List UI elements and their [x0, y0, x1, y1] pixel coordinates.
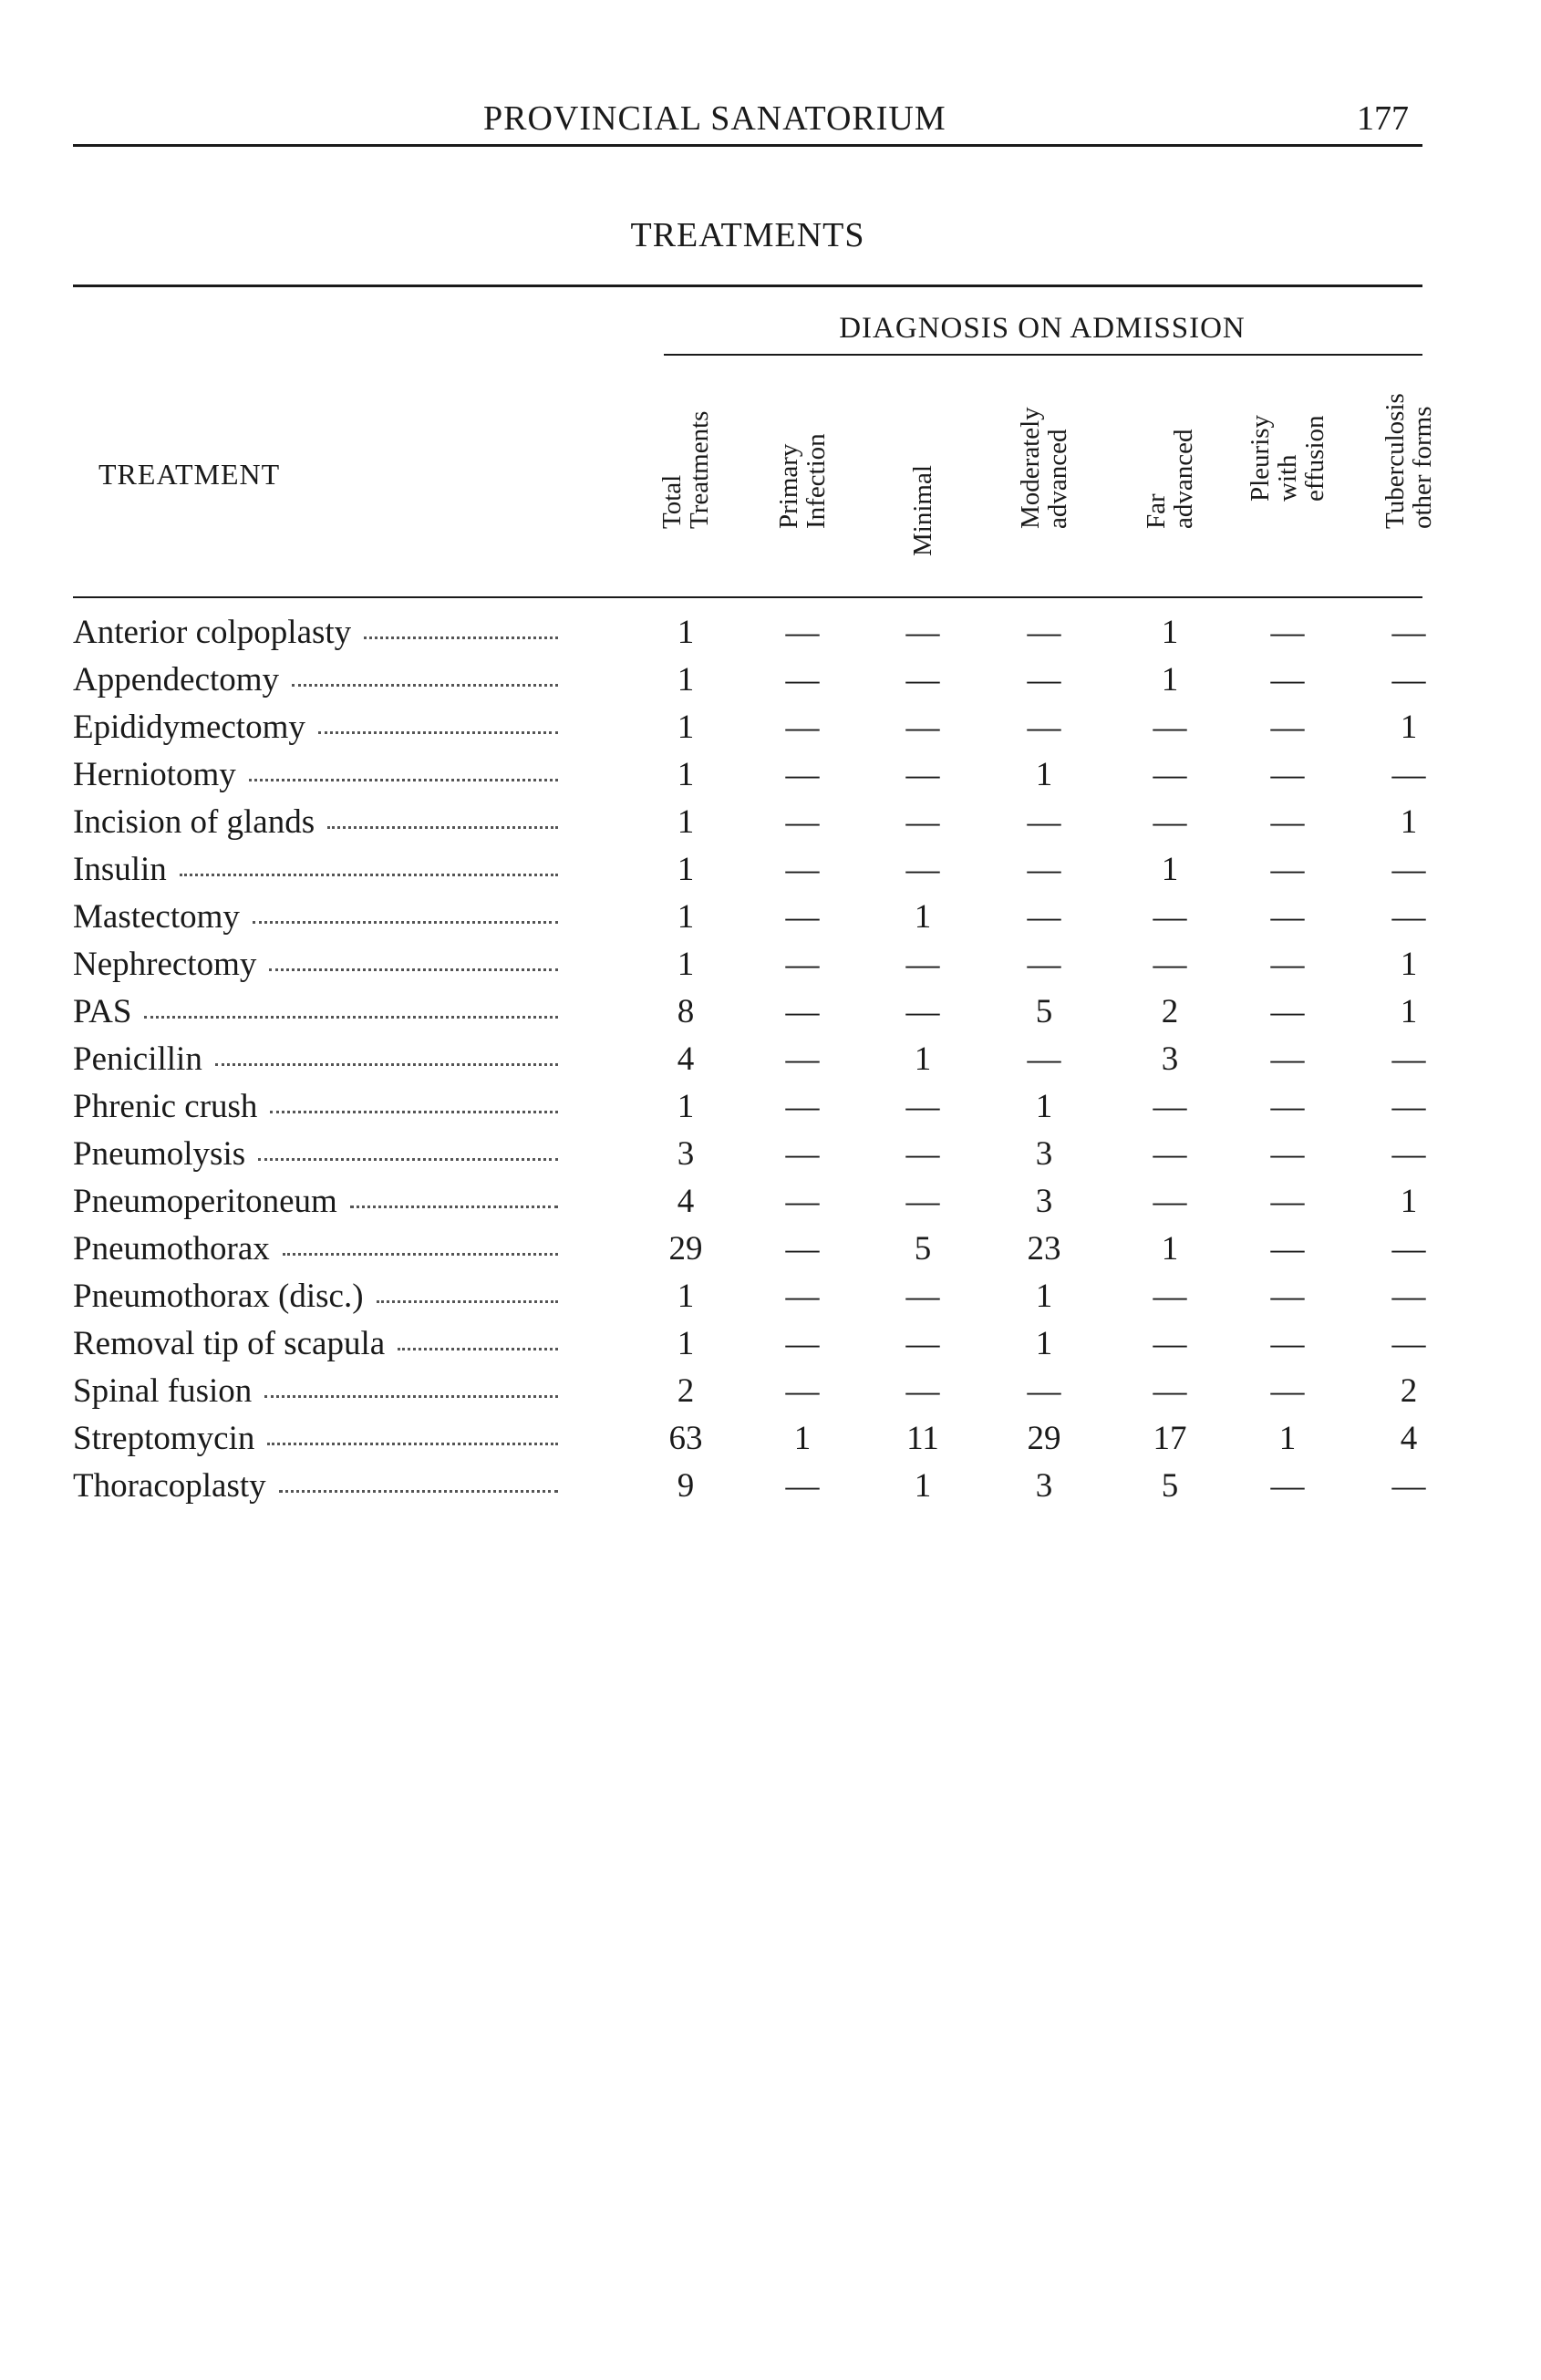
table-cell: —	[1027, 946, 1061, 983]
table-cell: —	[1027, 1372, 1061, 1410]
table-row	[0, 708, 1541, 755]
table-row	[0, 1087, 1541, 1134]
table-cell: —	[1270, 1325, 1305, 1362]
table-cell: —	[785, 1325, 820, 1362]
dot-leader	[283, 1253, 558, 1256]
table-cell: 1	[1035, 1278, 1053, 1315]
table-cell: —	[1153, 898, 1187, 936]
table-cell: 4	[677, 1183, 695, 1220]
table-cell: 1	[914, 898, 932, 936]
table-cell: 5	[1161, 1467, 1179, 1505]
table-row	[0, 1040, 1541, 1087]
table-cell: 1	[1400, 709, 1418, 746]
table-cell: —	[785, 1467, 820, 1505]
column-header-line: advanced	[1043, 429, 1072, 529]
table-cell: 1	[914, 1040, 932, 1078]
table-cell: —	[1027, 614, 1061, 651]
dot-leader	[264, 1395, 558, 1398]
column-header-line: Primary	[774, 443, 803, 529]
header-bottom-rule	[73, 596, 1422, 598]
table-cell: —	[1153, 1183, 1187, 1220]
table-cell: —	[1270, 1135, 1305, 1173]
column-header-text	[775, 433, 830, 529]
treatment-name: Removal tip of scapula	[73, 1325, 386, 1362]
table-cell: 5	[914, 1230, 932, 1268]
table-row	[0, 1466, 1541, 1514]
table-cell: 1	[677, 614, 695, 651]
table-cell: —	[1270, 1088, 1305, 1125]
table-cell: —	[1270, 898, 1305, 936]
table-cell: —	[1391, 1467, 1426, 1505]
table-cell: —	[905, 1135, 940, 1173]
dot-leader	[270, 1111, 558, 1113]
column-header-line: advanced	[1169, 429, 1198, 529]
treatment-name: Spinal fusion	[73, 1372, 253, 1410]
table-row	[0, 1134, 1541, 1182]
table-row	[0, 1419, 1541, 1466]
table-cell: —	[785, 709, 820, 746]
page-number: 177	[1357, 99, 1409, 138]
table-cell: —	[1270, 1467, 1305, 1505]
column-header-line: Minimal	[908, 465, 937, 556]
table-cell: 1	[677, 756, 695, 793]
table-cell: 1	[1161, 661, 1179, 698]
column-header	[1133, 392, 1206, 584]
table-cell: —	[1270, 993, 1305, 1030]
column-header-line: Far	[1142, 493, 1171, 529]
table-cell: 8	[677, 993, 695, 1030]
table-cell: —	[1391, 898, 1426, 936]
table-cell: —	[1270, 1278, 1305, 1315]
table-cell: 3	[1161, 1040, 1179, 1078]
table-cell: —	[1391, 851, 1426, 888]
dot-leader	[249, 779, 558, 781]
table-cell: 1	[1400, 993, 1418, 1030]
treatment-name: Nephrectomy	[73, 946, 257, 983]
diagnosis-header: DIAGNOSIS ON ADMISSION	[839, 312, 1246, 345]
table-row	[0, 1371, 1541, 1419]
table-cell: —	[1153, 1135, 1187, 1173]
table-cell: 23	[1027, 1230, 1061, 1268]
table-cell: 1	[677, 946, 695, 983]
column-header-text	[909, 465, 936, 556]
table-top-rule	[73, 285, 1422, 287]
table-cell: —	[1153, 756, 1187, 793]
dot-leader	[377, 1300, 558, 1303]
table-cell: —	[1270, 1183, 1305, 1220]
table-cell: —	[905, 993, 940, 1030]
table-cell: 29	[1027, 1420, 1061, 1457]
table-cell: —	[1270, 851, 1305, 888]
table-cell: —	[785, 614, 820, 651]
table-cell: —	[1270, 709, 1305, 746]
table-cell: —	[785, 803, 820, 841]
table-cell: 1	[1035, 1088, 1053, 1125]
dot-leader	[180, 874, 558, 876]
table-cell: —	[785, 993, 820, 1030]
dot-leader	[327, 826, 558, 829]
treatment-name: PAS	[73, 993, 132, 1030]
column-header-line: with	[1273, 454, 1302, 502]
table-cell: —	[1270, 756, 1305, 793]
table-row	[0, 1324, 1541, 1371]
running-head-rule	[73, 144, 1422, 147]
table-cell: —	[1391, 1325, 1426, 1362]
table-cell: —	[905, 709, 940, 746]
treatment-name: Anterior colpoplasty	[73, 614, 352, 651]
table-cell: 17	[1153, 1420, 1187, 1457]
table-cell: —	[1270, 661, 1305, 698]
table-cell: —	[905, 756, 940, 793]
table-cell: —	[905, 661, 940, 698]
table-row	[0, 802, 1541, 850]
table-cell: 3	[677, 1135, 695, 1173]
treatment-name: Penicillin	[73, 1040, 202, 1078]
table-cell: —	[785, 756, 820, 793]
table-cell: 1	[677, 1325, 695, 1362]
table-row	[0, 850, 1541, 897]
column-header	[649, 392, 722, 584]
table-cell: —	[1391, 1088, 1426, 1125]
table-cell: 4	[1400, 1420, 1418, 1457]
treatment-name: Mastectomy	[73, 898, 240, 936]
table-cell: —	[1027, 851, 1061, 888]
table-cell: —	[785, 851, 820, 888]
column-header-line: Total	[657, 474, 687, 529]
table-cell: 1	[677, 851, 695, 888]
running-head-title: PROVINCIAL SANATORIUM	[483, 99, 946, 138]
table-cell: —	[1027, 661, 1061, 698]
table-cell: 1	[677, 1278, 695, 1315]
table-row	[0, 945, 1541, 992]
table-cell: —	[1391, 1135, 1426, 1173]
table-cell: 1	[793, 1420, 812, 1457]
table-cell: —	[1391, 1230, 1426, 1268]
column-header-text	[1017, 407, 1071, 529]
table-cell: —	[785, 1230, 820, 1268]
table-row	[0, 992, 1541, 1040]
table-cell: 2	[1400, 1372, 1418, 1410]
column-header-text	[1246, 415, 1329, 502]
table-cell: 1	[1035, 756, 1053, 793]
table-cell: —	[1153, 1278, 1187, 1315]
table-cell: 1	[1035, 1325, 1053, 1362]
dot-leader	[398, 1348, 558, 1350]
table-cell: —	[905, 1183, 940, 1220]
table-cell: —	[905, 851, 940, 888]
dot-leader	[258, 1158, 558, 1161]
table-cell: —	[1153, 803, 1187, 841]
table-row	[0, 897, 1541, 945]
table-cell: —	[785, 1278, 820, 1315]
column-header-line: Pleurisy	[1246, 414, 1275, 502]
table-cell: —	[1391, 756, 1426, 793]
table-cell: —	[1270, 1230, 1305, 1268]
table-cell: —	[785, 946, 820, 983]
table-cell: —	[1391, 1278, 1426, 1315]
table-cell: 3	[1035, 1183, 1053, 1220]
treatment-name: Herniotomy	[73, 756, 236, 793]
table-cell: —	[1027, 803, 1061, 841]
table-cell: —	[1153, 946, 1187, 983]
running-head	[0, 98, 1541, 144]
diagnosis-header-rule	[664, 354, 1422, 356]
table-row	[0, 1277, 1541, 1324]
table-cell: 3	[1035, 1135, 1053, 1173]
dot-leader	[350, 1206, 558, 1208]
dot-leader	[267, 1443, 558, 1445]
table-cell: —	[905, 1325, 940, 1362]
table-row	[0, 1229, 1541, 1277]
table-cell: 1	[677, 803, 695, 841]
column-header-line: Treatments	[685, 410, 714, 529]
table-row	[0, 1182, 1541, 1229]
treatment-name: Epididymectomy	[73, 709, 305, 746]
treatment-name: Pneumoperitoneum	[73, 1183, 337, 1220]
table-cell: —	[785, 1040, 820, 1078]
treatment-name: Thoracoplasty	[73, 1467, 266, 1505]
table-cell: —	[1391, 614, 1426, 651]
table-cell: —	[905, 946, 940, 983]
table-cell: 1	[1161, 851, 1179, 888]
table-cell: 1	[677, 1088, 695, 1125]
dot-leader	[253, 921, 558, 924]
table-cell: 2	[677, 1372, 695, 1410]
table-cell: 1	[1400, 803, 1418, 841]
dot-leader	[292, 684, 558, 687]
column-header-line: Tuberculosis	[1381, 393, 1410, 529]
table-cell: —	[785, 1372, 820, 1410]
table-cell: 1	[677, 898, 695, 936]
table-cell: —	[1153, 709, 1187, 746]
table-cell: 1	[1161, 614, 1179, 651]
table-cell: 1	[1161, 1230, 1179, 1268]
table-cell: 5	[1035, 993, 1053, 1030]
column-header-line: Moderately	[1016, 407, 1045, 529]
table-cell: 3	[1035, 1467, 1053, 1505]
column-header-line: other forms	[1408, 406, 1437, 529]
column-header	[886, 392, 959, 584]
table-cell: —	[1270, 803, 1305, 841]
table-cell: —	[1153, 1372, 1187, 1410]
table-title: TREATMENTS	[630, 216, 865, 254]
treatment-name: Phrenic crush	[73, 1088, 258, 1125]
table-cell: —	[1027, 1040, 1061, 1078]
table-cell: —	[905, 1278, 940, 1315]
table-cell: —	[1270, 614, 1305, 651]
table-cell: —	[785, 1183, 820, 1220]
table-cell: —	[785, 898, 820, 936]
column-header-text	[1381, 393, 1436, 529]
table-row	[0, 660, 1541, 708]
table-cell: 1	[914, 1467, 932, 1505]
table-row	[0, 755, 1541, 802]
treatment-name: Pneumothorax	[73, 1230, 270, 1268]
treatment-name: Pneumolysis	[73, 1135, 246, 1173]
table-cell: —	[785, 1088, 820, 1125]
table-cell: —	[785, 1135, 820, 1173]
table-cell: 29	[668, 1230, 703, 1268]
table-cell: —	[1391, 661, 1426, 698]
column-header	[1246, 392, 1329, 584]
table-cell: —	[785, 661, 820, 698]
table-cell: —	[1270, 1372, 1305, 1410]
table-row	[0, 613, 1541, 660]
table-cell: —	[905, 614, 940, 651]
table-cell: 1	[677, 709, 695, 746]
dot-leader	[279, 1490, 558, 1493]
table-cell: —	[1391, 1040, 1426, 1078]
table-cell: 4	[677, 1040, 695, 1078]
table-cell: —	[1270, 1040, 1305, 1078]
treatment-name: Incision of glands	[73, 803, 315, 841]
dot-leader	[269, 968, 558, 971]
treatment-column-header: TREATMENT	[98, 458, 281, 491]
dot-leader	[215, 1063, 558, 1066]
dot-leader	[144, 1016, 558, 1019]
column-header-text	[658, 411, 713, 529]
table-cell: 1	[1278, 1420, 1297, 1457]
table-cell: 1	[677, 661, 695, 698]
table-cell: 1	[1400, 946, 1418, 983]
table-cell: —	[1270, 946, 1305, 983]
dot-leader	[364, 636, 558, 639]
table-cell: —	[905, 1372, 940, 1410]
table-cell: 11	[906, 1420, 939, 1457]
column-header-text	[1143, 429, 1197, 530]
column-header-line: effusion	[1300, 415, 1329, 502]
dot-leader	[318, 731, 558, 734]
treatment-name: Insulin	[73, 851, 167, 888]
treatment-name: Pneumothorax (disc.)	[73, 1278, 364, 1315]
table-cell: —	[1153, 1325, 1187, 1362]
table-cell: 63	[668, 1420, 703, 1457]
table-cell: —	[905, 1088, 940, 1125]
column-header	[1372, 392, 1445, 584]
table-cell: 2	[1161, 993, 1179, 1030]
table-cell: 9	[677, 1467, 695, 1505]
treatment-name: Streptomycin	[73, 1420, 255, 1457]
table-cell: —	[905, 803, 940, 841]
table-cell: —	[1027, 709, 1061, 746]
treatment-name: Appendectomy	[73, 661, 280, 698]
column-header	[1008, 392, 1081, 584]
column-header-line: Infection	[802, 433, 831, 529]
table-cell: 1	[1400, 1183, 1418, 1220]
column-header	[766, 392, 839, 584]
table-cell: —	[1027, 898, 1061, 936]
table-cell: —	[1153, 1088, 1187, 1125]
